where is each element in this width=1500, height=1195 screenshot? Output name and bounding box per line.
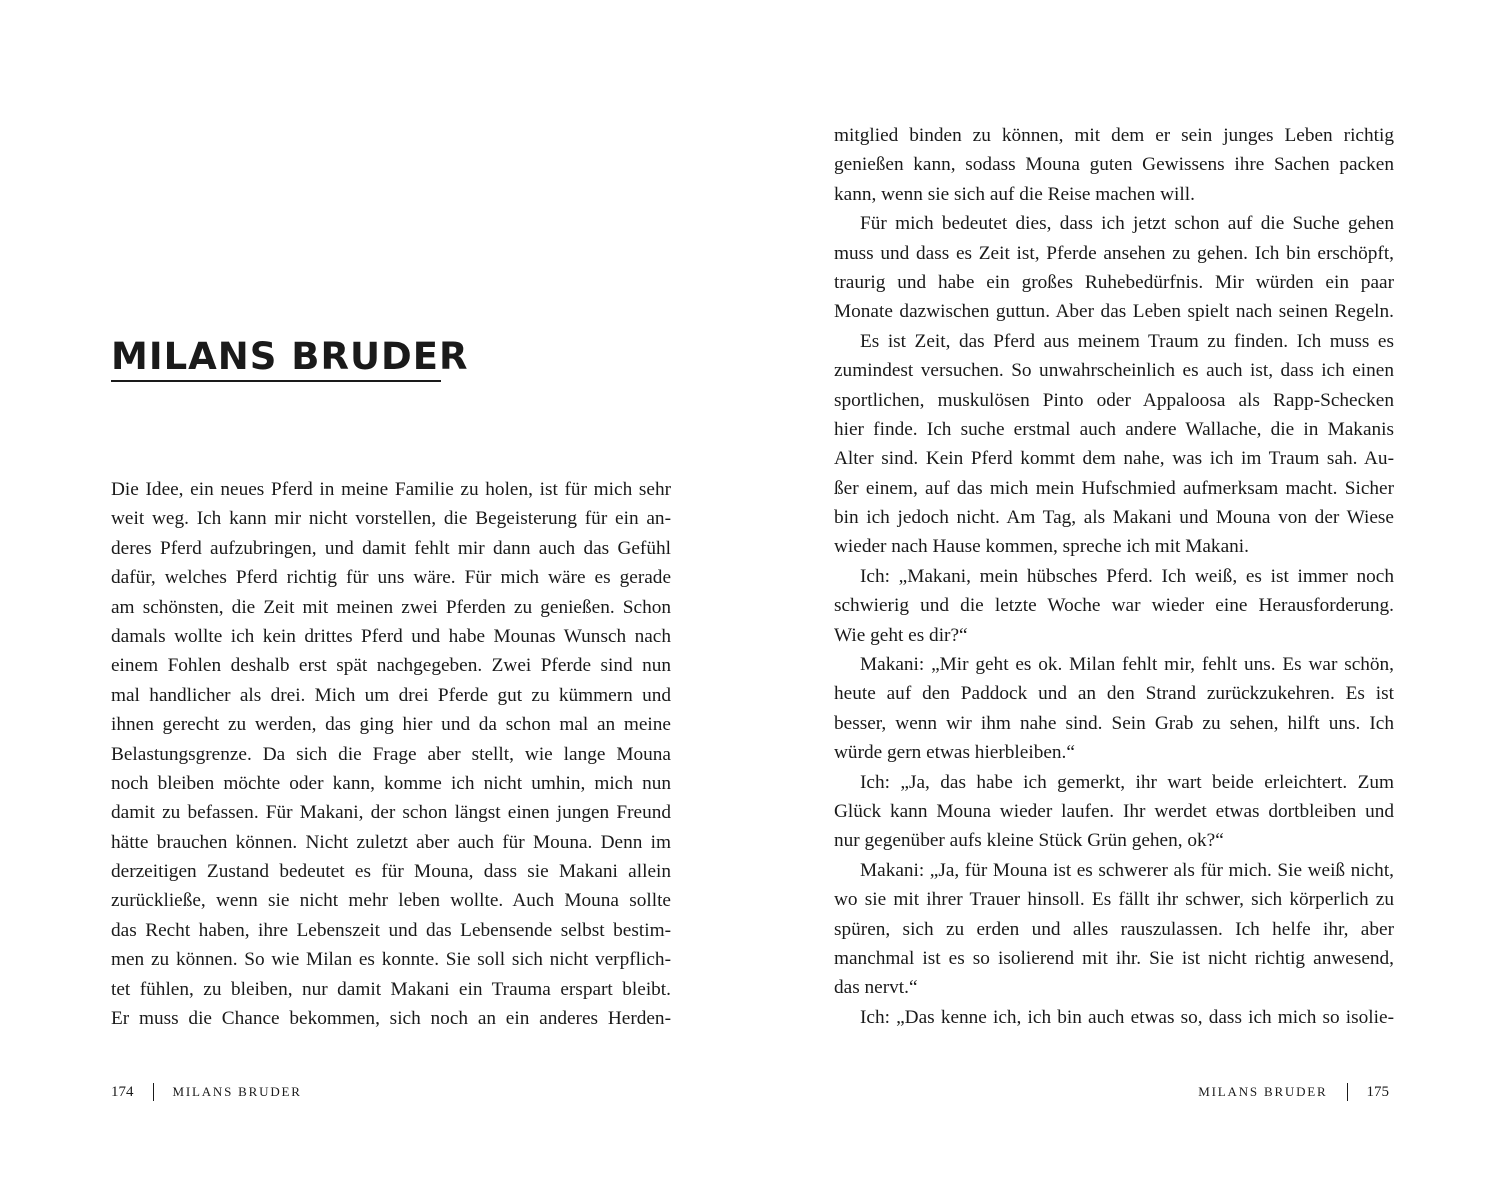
text-line: Alter sind. Kein Pferd kommt dem nahe, was ich im Traum sah. Au-: [834, 448, 1394, 470]
text-line: Ich: „Makani, mein hübsches Pferd. Ich weiß, es ist immer noch: [860, 565, 1394, 587]
right-body-text: [834, 121, 1394, 1032]
text-line: Ich: „Ja, das habe ich gemerkt, ihr wart beide erleichtert. Zum: [860, 771, 1394, 793]
text-line: dafür, welches Pferd richtig für uns wäre. Für mich wäre es gerade: [111, 567, 671, 589]
text-line: genießen kann, sodass Mouna guten Gewissens ihre Sachen packen: [834, 154, 1394, 176]
text-line: Es ist Zeit, das Pferd aus meinem Traum zu finden. Ich muss es: [860, 330, 1394, 352]
text-line: besser, wenn wir ihm nahe sind. Sein Grab zu sehen, hilft uns. Ich: [834, 712, 1394, 734]
text-line: spüren, sich zu erden und alles rauszulassen. Ich helfe ihr, aber: [834, 918, 1394, 940]
text-line: einem Fohlen deshalb erst spät nachgegeben. Zwei Pferde sind nun: [111, 655, 671, 677]
text-line: hätte brauchen können. Nicht zuletzt aber auch für Mouna. Denn im: [111, 831, 671, 853]
text-line: hier finde. Ich suche erstmal auch andere Wallache, die in Makanis: [834, 418, 1394, 440]
text-line: Glück kann Mouna wieder laufen. Ihr werdet etwas dortbleiben und: [834, 800, 1394, 822]
text-line: das nervt.“: [834, 977, 918, 999]
text-line: nur gegenüber aufs kleine Stück Grün gehen, ok?“: [834, 830, 1224, 852]
text-line: men zu können. So wie Milan es konnte. Sie soll sich nicht verpflich-: [111, 949, 671, 971]
folio-separator: [153, 1083, 154, 1101]
text-line: das Recht haben, ihre Lebenszeit und das Lebensende selbst bestim-: [111, 919, 671, 941]
text-line: Ich: „Das kenne ich, ich bin auch etwas so, dass ich mich so isolie-: [860, 1006, 1394, 1028]
text-line: tet fühlen, zu bleiben, nur damit Makani ein Trauma erspart bleibt.: [111, 978, 671, 1000]
text-line: kann, wenn sie sich auf die Reise machen will.: [834, 183, 1195, 205]
text-line: heute auf den Paddock und an den Strand zurückzukehren. Es ist: [834, 683, 1394, 705]
text-line: zurückließe, wenn sie nicht mehr leben wollte. Auch Mouna sollte: [111, 890, 671, 912]
text-line: traurig und habe ein großes Ruhebedürfnis. Mir würden ein paar: [834, 271, 1394, 293]
text-line: deres Pferd aufzubringen, und damit fehlt mir dann auch das Gefühl: [111, 537, 671, 559]
text-line: ihnen gerecht zu werden, das ging hier und da schon mal an meine: [111, 714, 671, 736]
right-page: [750, 0, 1500, 1195]
text-line: Makani: „Mir geht es ok. Milan fehlt mir, fehlt uns. Es war schön,: [860, 654, 1394, 676]
text-line: Monate dazwischen guttun. Aber das Leben spielt nach seinen Regeln.: [834, 301, 1394, 323]
running-head: MILANS BRUDER: [1198, 1084, 1328, 1099]
text-line: mitglied binden zu können, mit dem er sein junges Leben richtig: [834, 125, 1394, 146]
text-line: mal handlicher als drei. Mich um drei Pferde gut zu kümmern und: [111, 684, 671, 706]
text-line: am schönsten, die Zeit mit meinen zwei Pferden zu genießen. Schon: [111, 596, 671, 618]
text-line: würde gern etwas hierbleiben.“: [834, 742, 1075, 764]
text-line: Für mich bedeutet dies, dass ich jetzt schon auf die Suche gehen: [860, 213, 1394, 235]
text-line: manchmal ist es so isolierend mit ihr. Sie ist nicht richtig anwesend,: [834, 947, 1394, 969]
text-line: damals wollte ich kein drittes Pferd und habe Mounas Wunsch nach: [111, 625, 671, 647]
left-body-text: [111, 475, 671, 1033]
page-number: 174: [111, 1083, 134, 1100]
text-line: Belastungsgrenze. Da sich die Frage aber stellt, wie lange Mouna: [111, 743, 671, 765]
chapter-title-underline: [111, 380, 441, 382]
text-line: Wie geht es dir?“: [834, 624, 968, 646]
running-head: MILANS BRUDER: [172, 1084, 302, 1099]
text-line: Er muss die Chance bekommen, sich noch an ein anderes Herden-: [111, 1008, 671, 1030]
right-folio: [1198, 1080, 1389, 1104]
text-line: sportlichen, muskulösen Pinto oder Appaloosa als Rapp-Schecken: [834, 389, 1394, 411]
text-line: bin ich jedoch nicht. Am Tag, als Makani und Mouna von der Wiese: [834, 507, 1394, 529]
page-number: 175: [1366, 1083, 1389, 1100]
text-line: Die Idee, ein neues Pferd in meine Familie zu holen, ist für mich sehr: [111, 479, 671, 500]
chapter-title: MILANS BRUDER: [111, 335, 469, 378]
text-line: derzeitigen Zustand bedeutet es für Mouna, dass sie Makani allein: [111, 861, 671, 883]
text-line: Makani: „Ja, für Mouna ist es schwerer als für mich. Sie weiß nicht,: [860, 859, 1394, 881]
text-line: wo sie mit ihrer Trauer hinsoll. Es fällt ihr schwer, sich körperlich zu: [834, 889, 1394, 911]
text-line: ßer einem, auf das mich mein Hufschmied aufmerksam macht. Sicher: [834, 477, 1394, 499]
text-line: muss und dass es Zeit ist, Pferde ansehen zu gehen. Ich bin erschöpft,: [834, 242, 1394, 264]
text-line: damit zu befassen. Für Makani, der schon längst einen jungen Freund: [111, 802, 671, 824]
text-line: zumindest versuchen. So unwahrscheinlich es auch ist, dass ich einen: [834, 360, 1394, 382]
text-line: weit weg. Ich kann mir nicht vorstellen, die Begeisterung für ein an-: [111, 508, 671, 530]
text-line: noch bleiben möchte oder kann, komme ich nicht umhin, mich nun: [111, 772, 671, 794]
left-folio: [111, 1080, 302, 1104]
folio-separator: [1347, 1083, 1348, 1101]
text-line: schwierig und die letzte Woche war wieder eine Herausforderung.: [834, 595, 1394, 617]
text-line: wieder nach Hause kommen, spreche ich mit Makani.: [834, 536, 1249, 558]
